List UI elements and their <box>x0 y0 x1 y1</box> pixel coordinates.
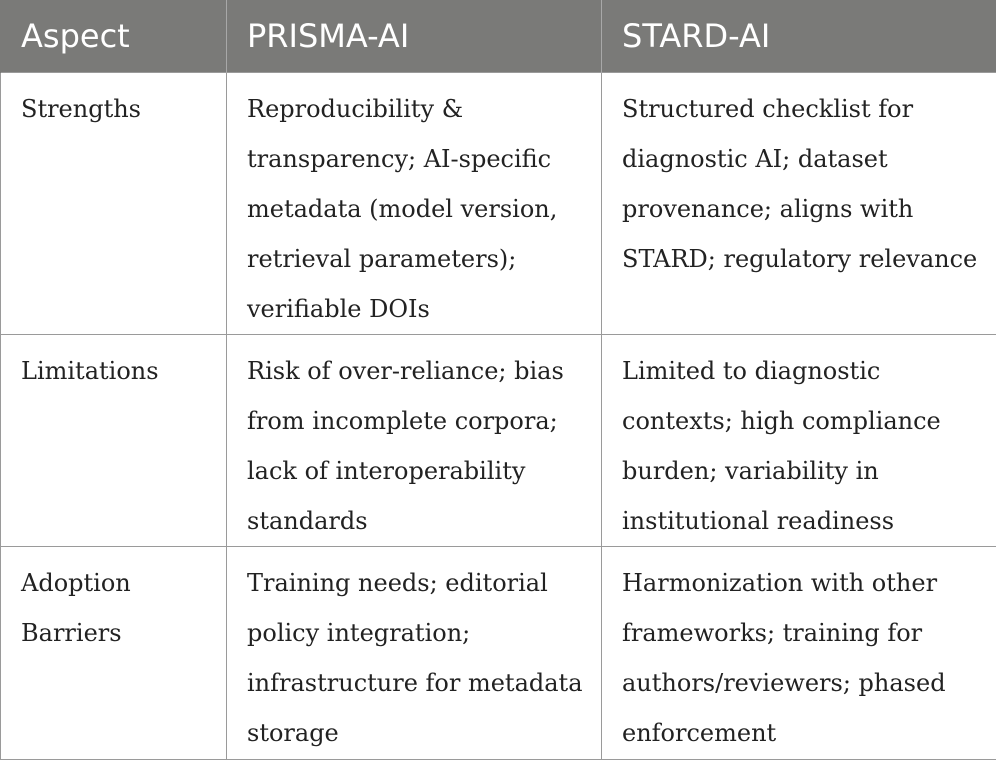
cell-prisma-ai: Risk of over-reliance; bias from incomplete corpora; lack of interoperability standards <box>227 334 602 546</box>
cell-prisma-ai: Training needs; editorial policy integration; infrastructure for metadata storage <box>227 546 602 759</box>
header-aspect: Aspect <box>1 0 227 72</box>
table-body <box>1 72 996 759</box>
table-header <box>1 0 996 72</box>
header-stard-ai: STARD-AI <box>602 0 996 72</box>
cell-aspect: Adoption Barriers <box>1 546 227 759</box>
header-row <box>1 0 996 72</box>
header-prisma-ai: PRISMA-AI <box>227 0 602 72</box>
table-row-adoption-barriers <box>1 546 996 759</box>
cell-stard-ai: Harmonization with other frameworks; training for authors/reviewers; phased enforcement <box>602 546 996 759</box>
cell-aspect: Limitations <box>1 334 227 546</box>
cell-stard-ai: Structured checklist for diagnostic AI; dataset provenance; aligns with STARD; regulatory relevance <box>602 72 996 334</box>
cell-stard-ai: Limited to diagnostic contexts; high compliance burden; variability in institutional readiness <box>602 334 996 546</box>
table-row-limitations <box>1 334 996 546</box>
table-row-strengths <box>1 72 996 334</box>
cell-prisma-ai: Reproducibility & transparency; AI-specific metadata (model version, retrieval parameters); verifiable DOIs <box>227 72 602 334</box>
cell-aspect: Strengths <box>1 72 227 334</box>
